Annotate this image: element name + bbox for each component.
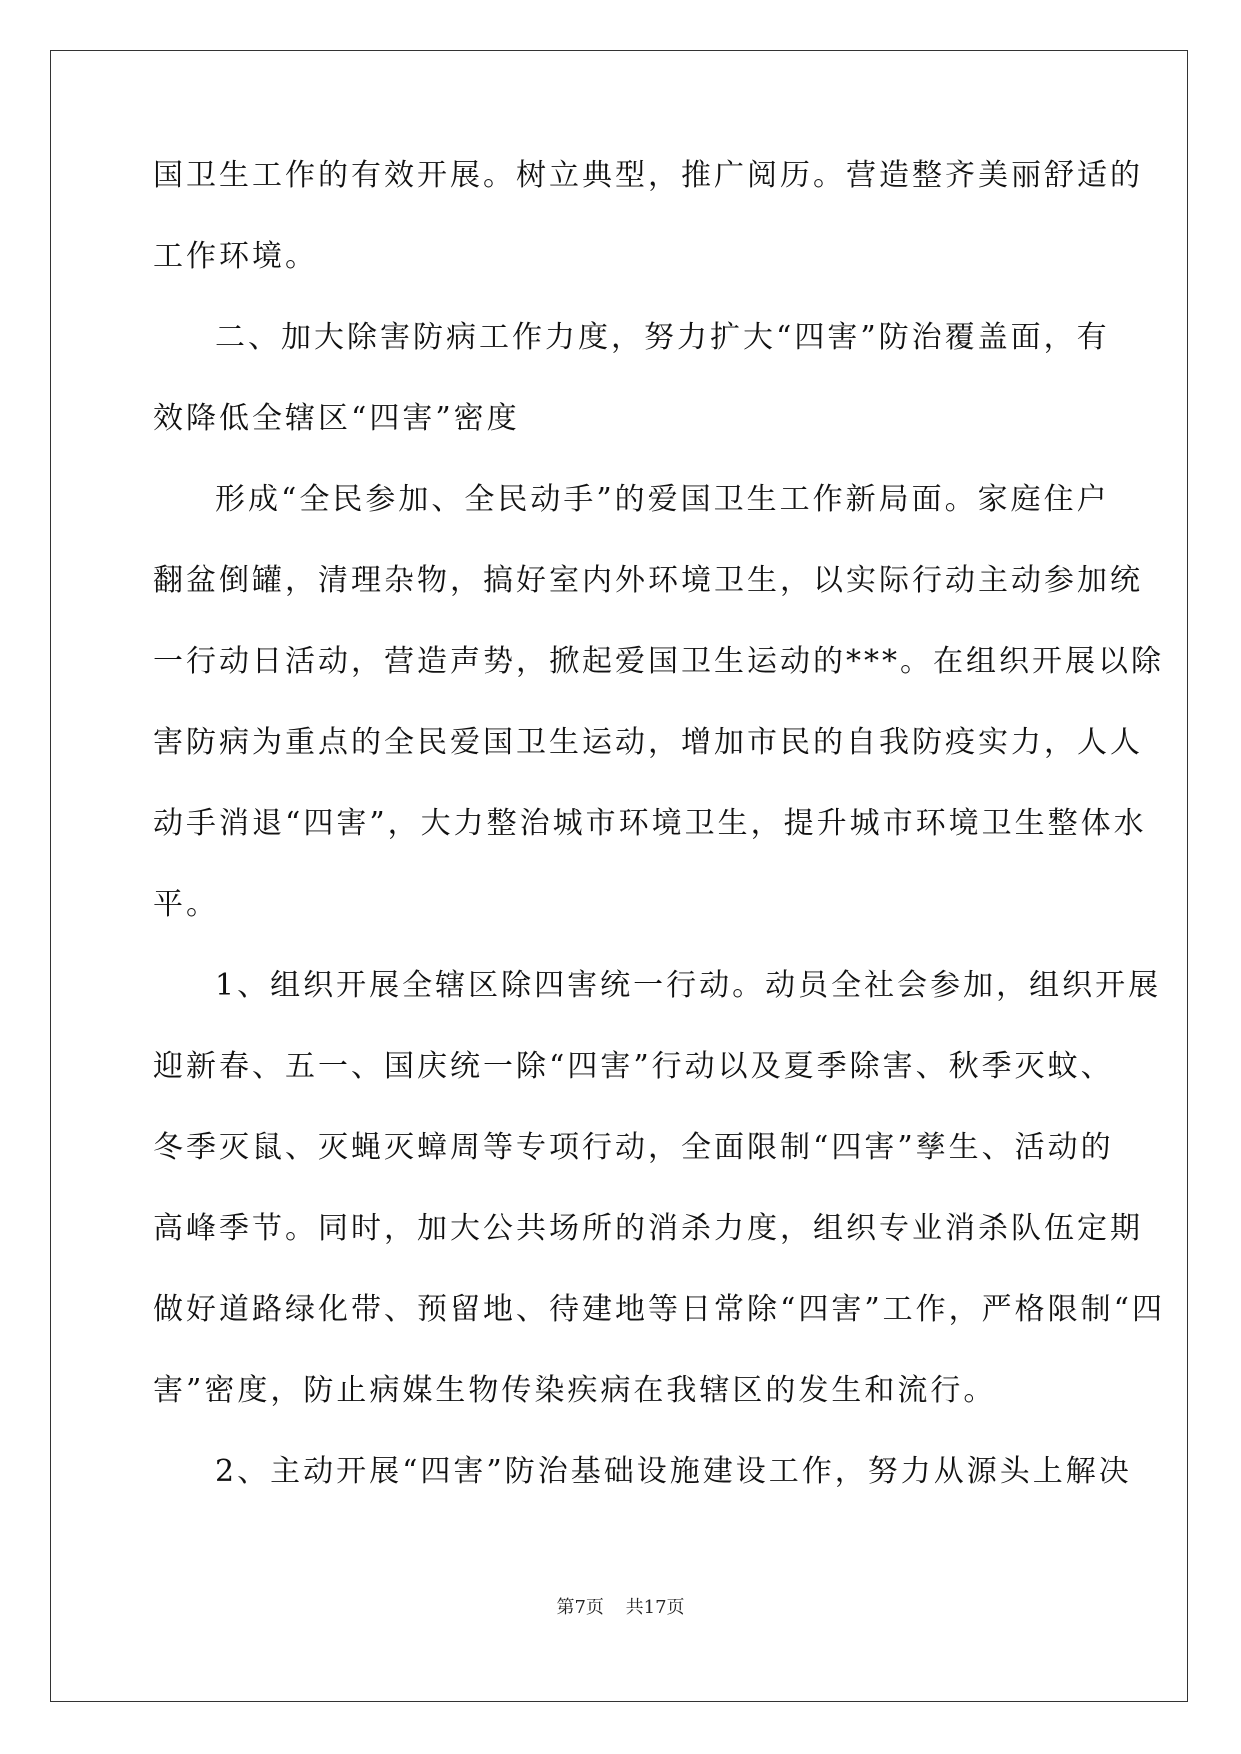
text-line: 害防病为重点的全民爱国卫生运动，增加市民的自我防疫实力，人人 bbox=[153, 725, 1143, 760]
text-line: 1、组织开展全辖区除四害统一行动。动员全社会参加，组织开展 bbox=[215, 968, 1162, 1003]
text-line: 做好道路绿化带、预留地、待建地等日常除“四害”工作，严格限制“四 bbox=[153, 1292, 1166, 1327]
page-number: 第7页 bbox=[556, 1597, 604, 1618]
page-total: 共17页 bbox=[625, 1597, 685, 1618]
text-line: 形成“全民参加、全民动手”的爱国卫生工作新局面。家庭住户 bbox=[215, 482, 1110, 517]
document-body bbox=[153, 155, 1166, 1492]
text-line: 二、加大除害防病工作力度，努力扩大“四害”防治覆盖面，有 bbox=[215, 320, 1110, 355]
text-line: 高峰季节。同时，加大公共场所的消杀力度，组织专业消杀队伍定期 bbox=[153, 1211, 1143, 1246]
text-line: 平。 bbox=[153, 887, 219, 922]
text-line: 翻盆倒罐，清理杂物，搞好室内外环境卫生，以实际行动主动参加统 bbox=[153, 563, 1143, 598]
text-line: 迎新春、五一、国庆统一除“四害”行动以及夏季除害、秋季灭蚊、 bbox=[153, 1049, 1114, 1084]
text-line: 工作环境。 bbox=[153, 239, 318, 274]
text-line: 害”密度，防止病媒生物传染疾病在我辖区的发生和流行。 bbox=[153, 1373, 997, 1408]
text-line: 国卫生工作的有效开展。树立典型，推广阅历。营造整齐美丽舒适的 bbox=[153, 158, 1143, 193]
page-footer bbox=[0, 1593, 1241, 1619]
text-line: 动手消退“四害”，大力整治城市环境卫生，提升城市环境卫生整体水 bbox=[153, 806, 1147, 841]
text-line: 2、主动开展“四害”防治基础设施建设工作，努力从源头上解决 bbox=[215, 1454, 1132, 1489]
text-line: 一行动日活动，营造声势，掀起爱国卫生运动的***。在组织开展以除 bbox=[153, 644, 1164, 679]
text-line: 冬季灭鼠、灭蝇灭蟑周等专项行动，全面限制“四害”孳生、活动的 bbox=[153, 1130, 1114, 1165]
text-line: 效降低全辖区“四害”密度 bbox=[153, 401, 520, 436]
